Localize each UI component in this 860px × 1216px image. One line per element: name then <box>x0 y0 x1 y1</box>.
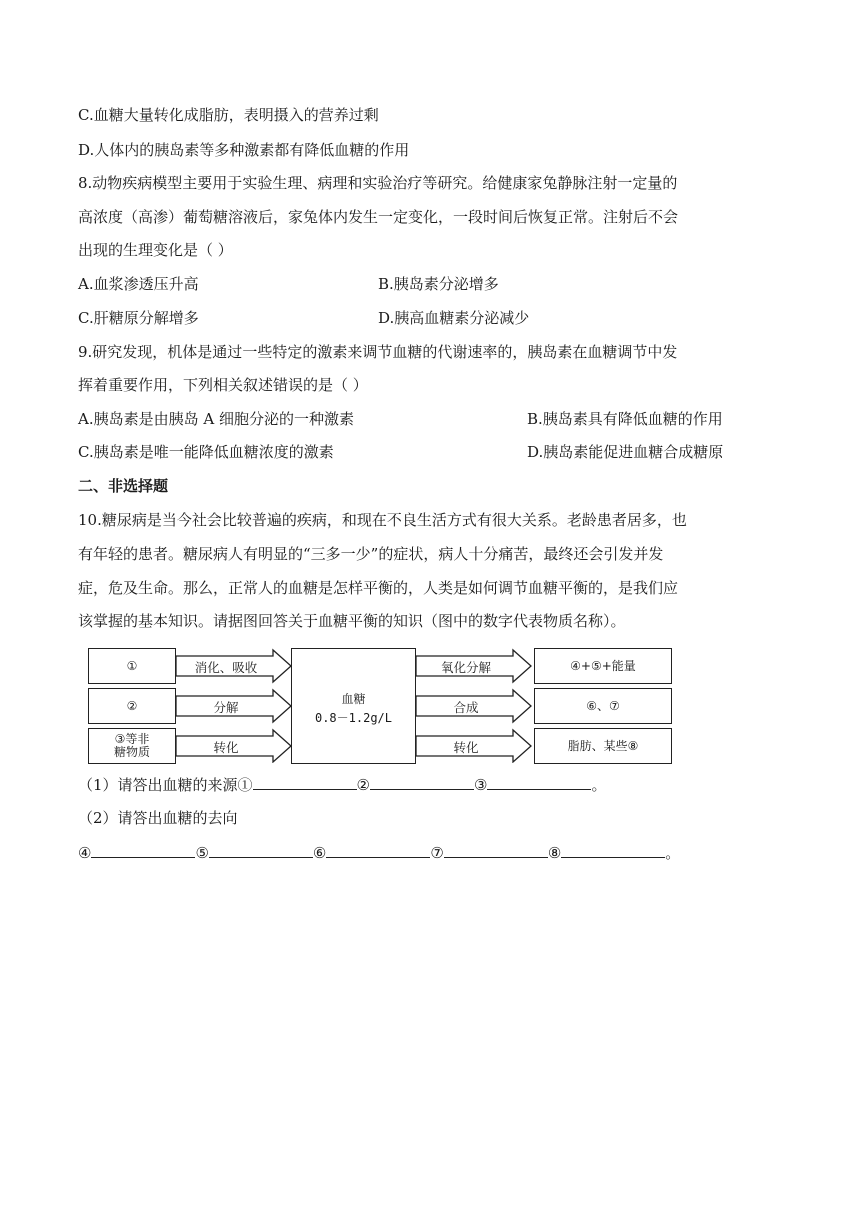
sub1-prefix: （1）请答出血糖的来源① <box>78 776 253 794</box>
q9-option-c: C.胰岛素是唯一能降低血糖浓度的激素 <box>78 443 334 461</box>
sub-question-2-blanks <box>78 841 680 864</box>
answer-blank-2[interactable] <box>370 773 474 790</box>
section-heading: 二、非选择题 <box>78 477 169 495</box>
q9-stem-line1: 9.研究发现，机体是通过一些特定的激素来调节血糖的代谢速率的，胰岛素在血糖调节中发 <box>78 343 678 361</box>
sub2-marker-6: ⑥ <box>312 844 327 862</box>
dest-box-2 <box>534 688 672 724</box>
source-box-1 <box>88 648 176 684</box>
dest-box-3 <box>534 728 672 764</box>
sub2-marker-5: ⑤ <box>195 844 209 862</box>
source-box-3 <box>88 728 176 764</box>
q9-option-a: A.胰岛素是由胰岛 A 细胞分泌的一种激素 <box>78 410 354 428</box>
dest-box-2-label: ⑥、⑦ <box>586 698 620 713</box>
q8-option-a: A.血浆渗透压升高 <box>78 275 199 293</box>
sub-question-1 <box>78 773 606 796</box>
q9-option-b: B.胰岛素具有降低血糖的作用 <box>527 410 723 428</box>
sub2-marker-4: ④ <box>78 844 92 862</box>
q9-option-d: D.胰岛素能促进血糖合成糖原 <box>527 443 724 461</box>
arrow-in-2-label: 分解 <box>213 700 239 715</box>
sub1-end: 。 <box>591 776 607 794</box>
source-box-2-label: ② <box>126 698 138 713</box>
answer-blank-3[interactable] <box>487 773 591 790</box>
answer-blank-1[interactable] <box>253 773 357 790</box>
answer-blank-5[interactable] <box>209 841 313 858</box>
source-box-1-label: ① <box>126 658 138 673</box>
sub-question-2-label: （2）请答出血糖的去向 <box>78 809 238 827</box>
q8-stem-line1: 8.动物疾病模型主要用于实验生理、病理和实验治疗等研究。给健康家兔静脉注射一定量的 <box>78 174 678 192</box>
dest-box-1 <box>534 648 672 684</box>
blood-glucose-center-box <box>291 648 416 764</box>
q8-option-c: C.肝糖原分解增多 <box>78 309 199 327</box>
q10-line1: 10.糖尿病是当今社会比较普遍的疾病，和现在不良生活方式有很大关系。老龄患者居多，也 <box>78 511 687 529</box>
answer-blank-4[interactable] <box>91 841 195 858</box>
center-range: 0.8－1.2g/L <box>314 711 393 725</box>
arrow-out-3-label: 转化 <box>453 740 479 755</box>
answer-blank-6[interactable] <box>326 841 430 858</box>
q8-stem-line2: 高浓度（高渗）葡萄糖溶液后，家兔体内发生一定变化，一段时间后恢复正常。注射后不会 <box>78 208 679 226</box>
sub2-marker-8: ⑧ <box>547 844 562 862</box>
arrow-out-2-label: 合成 <box>453 700 479 715</box>
arrow-in-1-label: 消化、吸收 <box>194 660 258 675</box>
sub1-marker-3: ③ <box>474 776 488 794</box>
q8-option-b: B.胰岛素分泌增多 <box>378 275 499 293</box>
q9-stem-line2: 挥着重要作用，下列相关叙述错误的是（ ） <box>78 376 368 394</box>
center-title: 血糖 <box>341 692 366 706</box>
source-box-3-label-line2: 糖物质 <box>113 745 150 759</box>
sub2-marker-7: ⑦ <box>430 844 444 862</box>
sub2-end: 。 <box>665 844 681 862</box>
dest-box-1-label: ④+⑤+能量 <box>570 658 636 673</box>
answer-blank-8[interactable] <box>561 841 665 858</box>
q8-stem-line3: 出现的生理变化是（ ） <box>78 241 233 259</box>
sub1-marker-2: ② <box>356 776 370 794</box>
arrow-out-1-label: 氧化分解 <box>440 660 491 675</box>
source-box-3-label-line1: ③等非 <box>114 732 150 746</box>
q10-line4: 该掌握的基本知识。请据图回答关于血糖平衡的知识（图中的数字代表物质名称）。 <box>78 612 626 630</box>
blood-glucose-diagram <box>88 648 678 763</box>
q8-option-d: D.胰高血糖素分泌减少 <box>378 309 530 327</box>
q10-line2: 有年轻的患者。糖尿病人有明显的“三多一少”的症状，病人十分痛苦，最终还会引发并发 <box>78 545 664 563</box>
q7-option-c: C.血糖大量转化成脂肪，表明摄入的营养过剩 <box>78 106 379 124</box>
q7-option-d: D.人体内的胰岛素等多种激素都有降低血糖的作用 <box>78 141 410 159</box>
source-box-2 <box>88 688 176 724</box>
dest-box-3-label: 脂肪、某些⑧ <box>567 738 639 753</box>
answer-blank-7[interactable] <box>444 841 548 858</box>
arrow-in-3-label: 转化 <box>213 740 239 755</box>
q10-line3: 症，危及生命。那么，正常人的血糖是怎样平衡的，人类是如何调节血糖平衡的，是我们应 <box>78 579 679 597</box>
